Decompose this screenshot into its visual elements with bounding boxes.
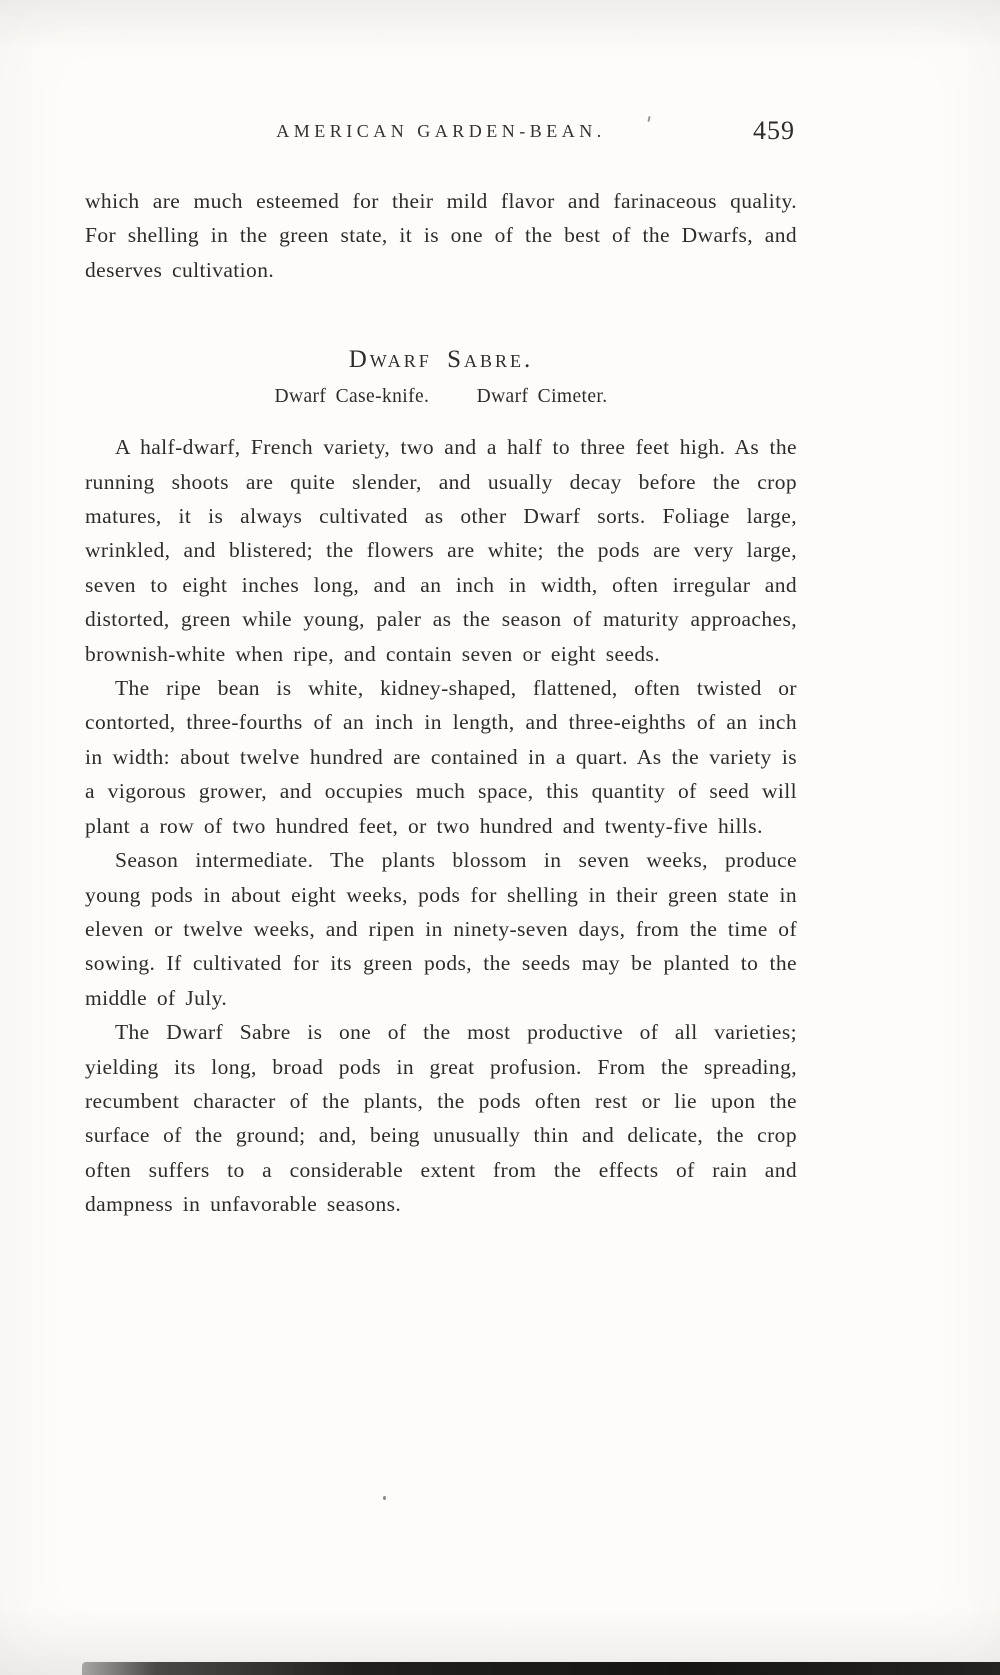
scan-edge-artifact xyxy=(82,1662,1000,1675)
page-header xyxy=(85,116,797,150)
section-heading: Dwarf Sabre. xyxy=(348,346,534,374)
body-paragraph: The ripe bean is white, kidney-shaped, flattened, often twisted or contorted, three-fourths of an inch in length, and three-eighths of an inch in width: about twelve hundred are contained in a quart. As the variety is a vigorous grower, and occupies much space, this quantity of seed will plant a row of two hundred feet, or two hundred and twenty-five hills. xyxy=(85,676,797,838)
body-paragraph: A half-dwarf, French variety, two and a half to three feet high. As the running shoots are quite slender, and usually decay before the crop matures, it is always cultivated as other Dwarf sorts. Foliage large, wrinkled, and blistered; the flowers are white; the pods are very large, seven to eight inches long, and an inch in width, often irregular and distorted, green while young, paler as the season of maturity approaches, brownish-white when ripe, and contain seven or eight seeds. xyxy=(85,435,797,666)
body-paragraph: Season intermediate. The plants blossom in seven weeks, produce young pods in about eight weeks, pods for shelling in their green state in eleven or twelve weeks, and ripen in ninety-seven days, from the time of sowing. If cultivated for its green pods, the seeds may be planted to the middle of July. xyxy=(85,848,797,1010)
running-title: AMERICAN GARDEN-BEAN. xyxy=(276,121,606,141)
page-body xyxy=(85,184,797,1222)
synonym-name: Dwarf Cimeter. xyxy=(476,386,608,408)
scan-speck-artifact xyxy=(383,1496,386,1500)
body-paragraph: The Dwarf Sabre is one of the most productive of all varieties; yielding its long, broad pods in great profusion. From the spreading, recumbent character of the plants, the pods often rest or lie upon the surface of the ground; and, being unusually thin and delicate, the crop often suffers to a considerable extent from the effects of rain and dampness in unfavorable seasons. xyxy=(85,1020,797,1217)
intro-paragraph: which are much esteemed for their mild flavor and farinaceous quality. For shelling in the green state, it is one of the best of the Dwarfs, and deserves cultivation. xyxy=(85,189,797,282)
section-synonyms xyxy=(85,382,797,412)
page-number: 459 xyxy=(753,116,795,145)
synonym-name: Dwarf Case-knife. xyxy=(274,386,430,408)
